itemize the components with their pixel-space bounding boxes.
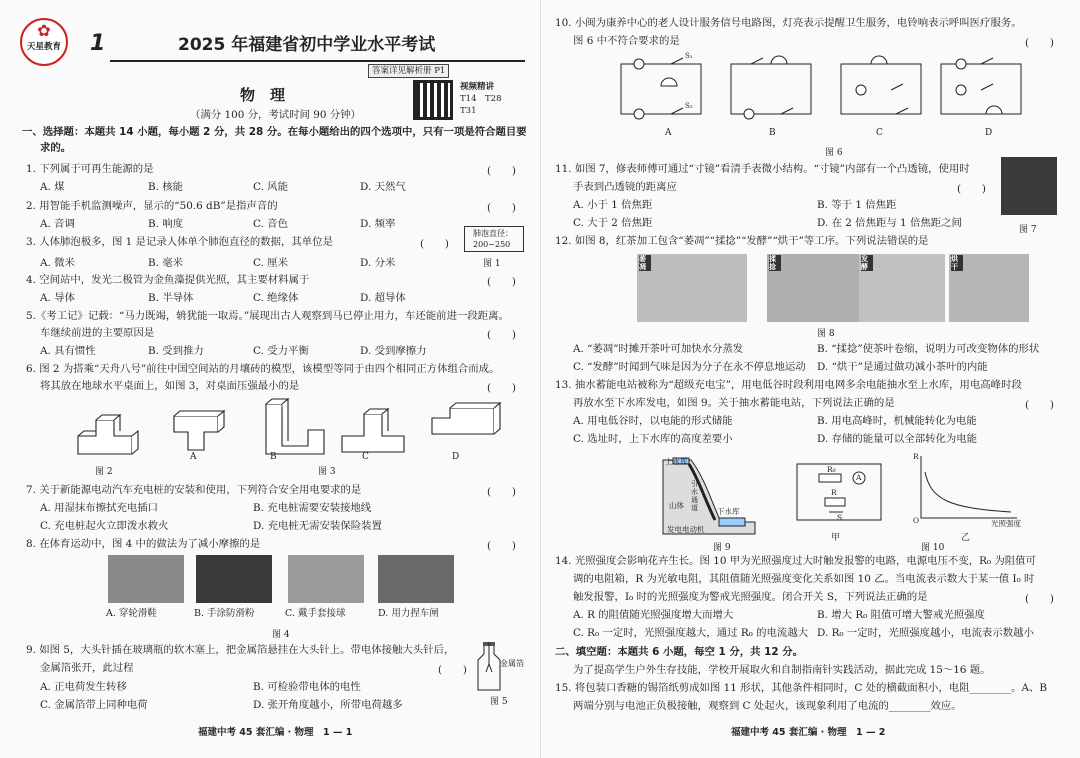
question-12: 12. 如图 8，红茶加工包含“萎凋”“揉捻”“发酵”“烘干”等工序。下列说法错误的是 [555,235,929,247]
option: A. 用电低谷时，以电能的形式储能 [573,415,733,427]
option: C. 受力平衡 [253,345,309,357]
figure-10-graph [911,454,1021,526]
option: A. 穿轮滑鞋 [106,608,157,619]
option: B. 充电桩需要安装接地线 [253,502,372,514]
option: D. 张开角度越小，所带电荷越多 [253,699,403,711]
fig9-label: 山体 [669,501,684,510]
option: D. 用力捏车闸 [378,608,439,619]
fig10-label: S [837,513,843,522]
figure-4-caption: 图 4 [272,630,290,640]
answer-paren: ( ) [487,202,516,214]
subject-title: 物 理 [240,86,286,104]
option: B. 增大 R₀ 阻值可增大警戒光照强度 [817,609,985,621]
question-13: 13. 抽水蓄能电站被称为“超级充电宝”，用电低谷时段利用电网多余电能抽水至上水库，用电高峰时段 [555,379,1022,391]
option: B. “揉捻”使茶叶卷缩，说明力可改变物体的形状 [817,343,1040,355]
option: C. 金属箔带上同种电荷 [40,699,148,711]
answer-reference: 答案详见解析册 P1 [368,64,449,78]
option-label: D [985,128,993,138]
option-label: B [769,128,776,138]
option: B. 受到推力 [148,345,204,357]
option: D. 超导体 [360,292,406,304]
question-11: 11. 如图 7，修表师傅可通过“寸镜”看清手表微小结构。“寸镜”内部有一个凸透镜，使用时 [555,163,970,175]
option-label: C [362,452,369,462]
fig10-label: R [831,488,837,497]
question-3: 3. 人体肺泡极多，图 1 是记录人体单个肺泡直径的数据，其单位是 [26,236,333,248]
question-1: 1. 下列属于可再生能源的是 [26,163,154,175]
option: B. 用电高峰时，机械能转化为电能 [817,415,977,427]
figure-1-caption: 图 1 [483,259,501,269]
option: A. 导体 [40,292,75,304]
option-label: D [452,452,460,462]
title-rule [110,60,525,62]
fig9-label: 上水库 [665,457,688,466]
fig10-label: 光照强度 [991,519,1021,528]
process-tag: 揉捻 [769,255,781,271]
option: C. 风能 [253,181,288,193]
section-2-heading: 二、填空题：本题共 6 小题，每空 1 分，共 12 分。 [555,646,804,658]
answer-paren: ( ) [487,276,516,288]
exam-title: 2025 年福建省初中学业水平考试 [178,35,436,55]
fig9-label: 引水通道 [691,480,698,512]
question-6: 6. 图 2 为搭乘“天舟八号”前往中国空间站的月壤砖的模型，该模型等同于由四个相同正方体组合而成。 [26,363,500,375]
figure-5-label: 金属箔 [500,659,524,668]
option: A. 煤 [40,181,65,193]
answer-paren: ( ) [487,540,516,552]
photo-watch-loupe [1001,157,1057,215]
question-15: 两端分别与电池正负极接触，观察到 C 处起火，该现象利用了电流的________效应。 [573,700,962,712]
option: B. 等于 1 倍焦距 [817,199,897,211]
option: A. 微米 [40,257,75,269]
option: B. 核能 [148,181,184,193]
answer-paren: ( ) [487,382,516,394]
option: D. “烘干”是通过做功减小茶叶的内能 [817,361,988,373]
answer-paren: ( ) [1025,37,1054,49]
figure-2-caption: 图 2 [95,467,113,477]
option: D. 分米 [360,257,396,269]
option: A. 音调 [40,218,75,230]
option: D. 存储的能量可以全部转化为电能 [817,433,978,445]
question-5: 5.《考工记》记载：“马力既竭，辀犹能一取焉。”展现出古人观察到马已停止用力，车还能前进一段距离。 [26,310,509,322]
answer-paren: ( ) [420,238,449,250]
paper-number: 1 [90,31,106,56]
option: D. 充电桩无需安装保险装置 [253,520,382,532]
fig9-label: 下水库 [717,507,740,516]
page-footer: 福建中考 45 套汇编 · 物理 1 — 1 [198,727,353,738]
section-2-intro: 为了提高学生户外生存技能，学校开展取火和自制指南针实践活动，据此完成 15～16 题。 [573,664,991,676]
option: C. “发酵”时闻到气味是因为分子在永不停息地运动 [573,361,806,373]
question-6: 将其放在地球水平桌面上，如图 3，对桌面压强最小的是 [40,380,300,392]
answer-paren: ( ) [438,664,467,676]
photo-bicycle [378,555,454,603]
fig10-label: R₀ [827,465,836,474]
option-label: B [270,452,277,462]
option: B. 可检验带电体的电性 [253,681,361,693]
question-14: 14. 光照强度会影响花卉生长。图 10 甲为光照强度过大时触发报警的电路，电源电压不变，R₀ 为阻值可 [555,555,1036,567]
option: C. 绝缘体 [253,292,299,304]
fig10-label: 乙 [961,533,971,543]
answer-paren: ( ) [487,165,516,177]
option: D. R₀ 一定时，光照强度越小，电流表示数越小 [817,627,1034,639]
section-1-heading: 一、选择题：本题共 14 小题，每小题 2 分，共 28 分。在每小题给出的四个选项中，只有一项是符合题目要 [22,126,527,138]
section-1-heading: 求的。 [40,142,72,154]
figure-1: 肺泡直径： 200~250 [464,226,524,252]
fig10-label: R [913,452,919,461]
figure-6-circuits [611,52,1051,124]
fig9-label: 发电电动机 [667,525,705,534]
figure-6-caption: 图 6 [825,148,843,158]
option-label: A [665,128,672,138]
option: C. 音色 [253,218,288,230]
star-icon: ✿ [37,21,51,40]
figure-3-caption: 图 3 [318,467,336,477]
question-8: 8. 在体育运动中，图 4 中的做法为了减小摩擦的是 [26,538,261,550]
process-tag: 发酵 [861,255,873,271]
switch-label: S₂ [685,102,693,110]
question-9: 9. 如图 5，大头针插在玻璃瓶的软木塞上，把金属箔悬挂在大头针上。带电体接触大头针后， [26,644,455,656]
question-5: 车继续前进的主要原因是 [40,327,155,339]
question-15: 15. 将包装口香糖的锡箔纸剪成如图 11 形状，其他条件相同时，C 处的横截面积小，电阻________。A、B [555,682,1048,694]
figure-5-caption: 图 5 [490,697,508,707]
option: B. 响度 [148,218,184,230]
option: B. 手涂防滑粉 [194,608,255,619]
option: C. 大于 2 倍焦距 [573,217,653,229]
qr-items: T31 [460,106,477,116]
switch-label: S₁ [685,52,693,60]
figure-8-caption: 图 8 [817,329,835,339]
option: D. 受到摩擦力 [360,345,427,357]
answer-paren: ( ) [487,486,516,498]
option: A. 具有惯性 [40,345,96,357]
photo-chalk-hands [196,555,272,603]
photo-tea-withering [637,254,747,322]
option: D. 在 2 倍焦距与 1 倍焦距之间 [817,217,962,229]
qr-code [413,80,453,120]
option: C. 戴手套接球 [285,608,346,619]
brand-logo: ✿ 天星教育 [20,18,68,66]
question-9: 金属箔张开，此过程 [40,662,134,674]
option: C. 厘米 [253,257,288,269]
question-14: 触发报警，I₀ 时的光照强度为警戒光照强度。闭合开关 S，下列说法正确的是 [573,591,928,603]
question-14: 调的电阻箱，R 为光敏电阻，其阻值随光照强度变化关系如图 10 乙。当电流表示数大于某一值 I₀ 时 [573,573,1035,585]
option: C. 充电桩起火立即泼水救火 [40,520,169,532]
page-footer: 福建中考 45 套汇编 · 物理 1 — 2 [731,727,886,738]
option-label: A [190,452,197,462]
process-tag: 萎凋 [639,255,651,271]
option: C. R₀ 一定时，光照强度越大，通过 R₀ 的电流越大 [573,627,809,639]
answer-paren: ( ) [487,329,516,341]
answer-paren: ( ) [957,183,986,195]
option: A. 小于 1 倍焦距 [573,199,653,211]
figure-2-3-blocks [70,396,510,462]
photo-goalkeeper-glove [288,555,364,603]
fig10-label: O [913,516,920,525]
answer-paren: ( ) [1025,593,1054,605]
question-10: 图 6 中不符合要求的是 [573,35,680,47]
figure-10-caption: 图 10 [921,543,945,553]
fig10-label: A [856,473,862,482]
option: A. “萎凋”时摊开茶叶可加快水分蒸发 [573,343,744,355]
answer-paren: ( ) [1025,399,1054,411]
question-11: 手表到凸透镜的距离应 [573,181,677,193]
right-page [540,0,1080,758]
fig10-label: 甲 [831,533,841,543]
option: B. 毫米 [148,257,184,269]
option: A. 用湿抹布擦拭充电插口 [40,502,159,514]
option: D. 天然气 [360,181,406,193]
question-13: 再放水至下水库发电，如图 9。关于抽水蓄能电站，下列说法正确的是 [573,397,895,409]
qr-label: 视频精讲 [460,82,495,92]
question-7: 7. 关于新能源电动汽车充电桩的安装和使用，下列符合安全用电要求的是 [26,484,362,496]
score-note: （满分 100 分，考试时间 90 分钟） [190,109,361,121]
option: A. 正电荷发生转移 [40,681,127,693]
process-tag: 烘干 [951,255,963,271]
question-4: 4. 空间站中，发光二极管为金鱼藻提供光照，其主要材料属于 [26,274,310,286]
question-2: 2. 用智能手机监测噪声，显示的“50.6 dB”是指声音的 [26,200,278,212]
question-10: 10. 小闽为康养中心的老人设计服务信号电路图，灯亮表示提醒卫生服务，电铃响表示呼叫医疗服务。 [555,17,1022,29]
photo-roller-skating [108,555,184,603]
option: C. 选址时，上下水库的高度差要小 [573,433,733,445]
figure-9-caption: 图 9 [713,543,731,553]
option-label: C [876,128,883,138]
option: B. 半导体 [148,292,194,304]
figure-7-caption: 图 7 [1019,225,1037,235]
option: A. R 的阻值随光照强度增大而增大 [573,609,734,621]
qr-items: T14 T28 [460,94,502,104]
option: D. 频率 [360,218,396,230]
